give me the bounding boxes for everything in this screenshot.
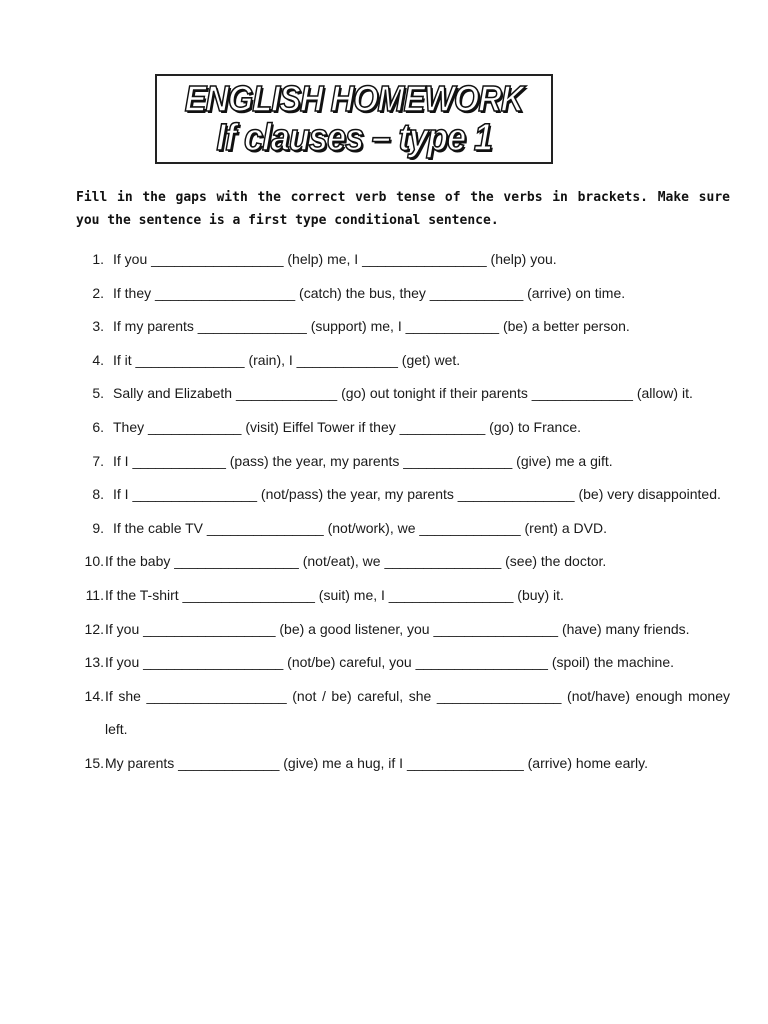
title-main: ENGLISH HOMEWORK [184, 78, 524, 119]
exercise-text: If the cable TV _______________ (not/work), we _____________ (rent) a DVD. [113, 519, 607, 536]
exercise-item [78, 445, 730, 479]
exercise-item [78, 344, 730, 378]
exercise-item [78, 613, 730, 647]
exercise-number: 6. [92, 418, 104, 435]
exercise-text: If I ____________ (pass) the year, my parents ______________ (give) me a gift. [113, 452, 613, 469]
title-subtitle: If clauses – type 1 [216, 117, 492, 159]
exercise-text: If I ________________ (not/pass) the year, my parents _______________ (be) very disappointed. [113, 486, 721, 503]
exercise-number: 4. [92, 351, 104, 368]
exercise-text: My parents _____________ (give) me a hug, if I _______________ (arrive) home early. [105, 754, 648, 771]
exercise-text: Sally and Elizabeth _____________ (go) out tonight if their parents _____________ (allow) it. [113, 385, 693, 402]
exercise-number: 12. [84, 620, 104, 637]
exercise-number: 9. [92, 519, 104, 536]
exercise-item [78, 646, 730, 680]
exercise-item [78, 747, 730, 781]
exercise-item [78, 512, 730, 546]
exercise-item [78, 545, 730, 579]
exercise-text: If it ______________ (rain), I _____________ (get) wet. [113, 351, 461, 368]
title-box [155, 74, 553, 164]
exercise-text: If the T-shirt _________________ (suit) me, I ________________ (buy) it. [105, 586, 564, 603]
exercise-number: 15. [84, 754, 104, 771]
exercise-number: 11. [85, 586, 104, 603]
exercise-number: 3. [92, 318, 104, 335]
exercise-text: If they __________________ (catch) the bus, they ____________ (arrive) on time. [113, 284, 626, 301]
exercise-list [78, 243, 730, 781]
exercise-text: If you __________________ (not/be) careful, you _________________ (spoil) the machine. [105, 654, 674, 671]
exercise-item [78, 478, 730, 512]
instructions: Fill in the gaps with the correct verb tense of the verbs in brackets. Make sure you the sentence is a first type conditional sentence. [76, 190, 730, 228]
exercise-number: 7. [92, 452, 104, 469]
exercise-item [78, 579, 730, 613]
exercise-text: If you _________________ (be) a good listener, you ________________ (have) many friends. [105, 620, 690, 637]
exercise-text: If she __________________ (not / be) careful, she ________________ (not/have) enough money left. [105, 687, 730, 738]
exercise-number: 10. [84, 553, 104, 570]
exercise-text: If you _________________ (help) me, I ________________ (help) you. [113, 251, 557, 267]
exercise-item [78, 377, 730, 411]
exercise-item [78, 680, 730, 747]
exercise-text: If the baby ________________ (not/eat), we _______________ (see) the doctor. [105, 553, 607, 570]
exercise-text: If my parents ______________ (support) me, I ____________ (be) a better person. [113, 318, 630, 335]
exercise-item [78, 243, 730, 277]
exercise-number: 2. [92, 284, 104, 301]
exercise-item [78, 277, 730, 311]
exercise-text: They ____________ (visit) Eiffel Tower if they ___________ (go) to France. [113, 418, 581, 435]
exercise-number: 14. [84, 687, 104, 704]
exercise-number: 13. [84, 654, 104, 671]
exercise-number: 1. [92, 251, 104, 267]
exercise-item [78, 310, 730, 344]
exercise-number: 8. [92, 486, 104, 503]
exercise-number: 5. [92, 385, 104, 402]
exercise-item [78, 411, 730, 445]
